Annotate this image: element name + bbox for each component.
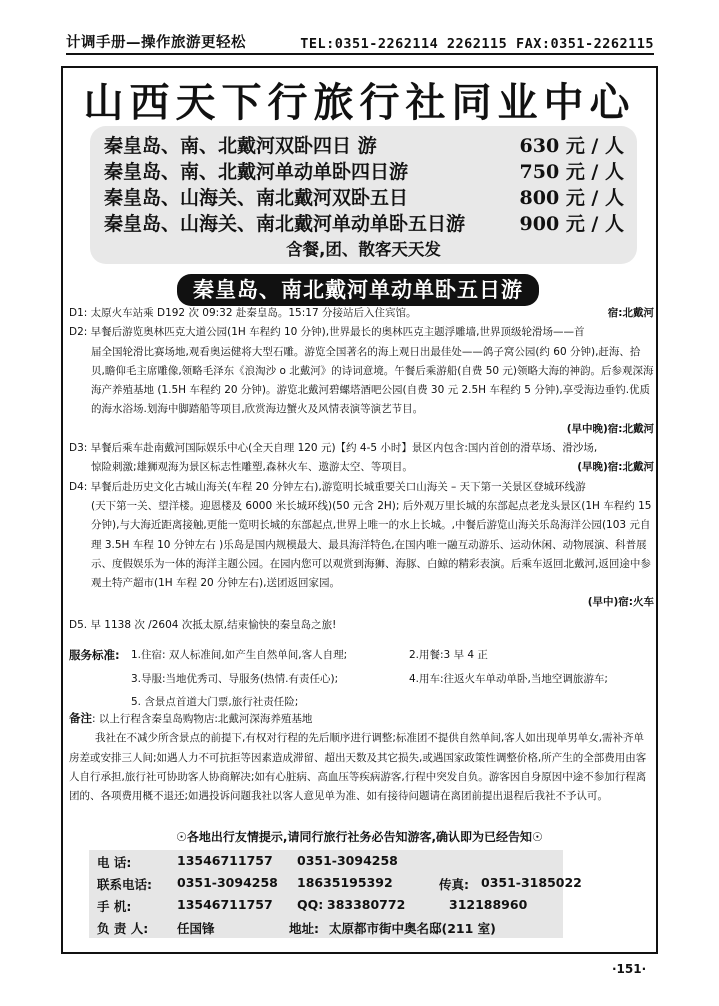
- itinerary: [69, 304, 654, 635]
- agency-title: 山西天下行旅行社同业中心: [83, 80, 636, 126]
- service-row: [69, 670, 654, 689]
- service-item: 5. 含景点首道大门票,旅行社责任险;: [131, 695, 299, 708]
- route-row: [104, 182, 624, 210]
- phone-value: 13546711757: [177, 853, 273, 868]
- day-2-first-line: D2: 早餐后游览奥林匹克大道公园(1H 车程约 10 分钟),世界最长的奥林匹克主题浮雕墙,世界顶级轮滑场——首: [69, 326, 585, 339]
- route-row: [104, 156, 624, 184]
- remark-text: : 以上行程含秦皇岛购物店:北戴河深海养殖基地: [92, 713, 313, 725]
- header-contact: TEL:0351-2262114 2262115 FAX:0351-2262115: [300, 36, 654, 52]
- route-name: 秦皇岛、山海关、南北戴河双卧五日: [104, 186, 409, 209]
- service-item: 3.导服:当地优秀司、导服务(热情.有责任心);: [131, 673, 339, 686]
- day-3-text: 惊险刺激;雄狮观海为景区标志性雕塑,森林火车、遨游太空、等项目。: [91, 461, 413, 474]
- phone-label: 电 话:: [97, 855, 132, 870]
- route-name: 秦皇岛、山海关、南北戴河单动单卧五日游: [104, 212, 466, 235]
- itinerary-day-3: [69, 439, 654, 478]
- qq-value: 383380772: [327, 897, 406, 912]
- page-number: ·151·: [612, 962, 647, 976]
- advert-frame: [61, 66, 658, 954]
- day-3-second-line: [69, 458, 654, 477]
- route-row: [104, 208, 624, 236]
- fax-label: 传真:: [439, 877, 469, 892]
- contact-row-phone: [97, 850, 617, 872]
- remark-label: 备注: [69, 711, 92, 725]
- day-2-meal: (早中晚)宿:北戴河: [566, 422, 654, 435]
- price-box: [90, 126, 637, 264]
- page-header: [66, 30, 654, 52]
- route-row: [104, 130, 624, 158]
- route-name: 秦皇岛、南、北戴河单动单卧四日游: [104, 160, 409, 183]
- contact-row-mobile: [97, 894, 617, 916]
- day-3-first-line: D3: 早餐后乘车赴南戴河国际娱乐中心(全天自理 120 元)【约 4-5 小时】景区内包含:国内首创的滑草场、滑沙场,: [69, 442, 598, 455]
- day-4-text: (天下第一关、望洋楼。迎恩楼及 6000 米长城环线)(50 元含 2H); 后外观万里长城的东部起点老龙头景区(1H 车程约 15 分钟),与大海近距离接触,更能一览明长城的东部起点,世界上唯一的水上长城。,中餐后游览山海关乐岛海洋公园(103 元自理 3.5H 车程 10 分钟左右 )乐岛是国内规模最大、最具海洋特色,在国内唯一融互动游乐、运动休闲、动物展演、科普展示、度假娱乐为一体的海洋主题公园。在园内您可以观赏到海狮、海豚、白鲸的精彩表演。后乘车返回北戴河,返回途中参观土特产超市(1H 车程 20 分钟左右),送团返回家园。: [91, 499, 652, 590]
- remark-line: [69, 709, 654, 729]
- address-value: 太原都市街中奥名邸(211 室): [329, 921, 496, 936]
- service-item: 1.住宿: 双人标准间,如产生自然单间,客人自理;: [131, 649, 348, 661]
- remarks: [69, 709, 654, 806]
- tel-value: 0351-3094258: [177, 875, 278, 890]
- route-banner: 秦皇岛、南北戴河单动单卧五日游: [177, 274, 539, 306]
- contact-box: [89, 850, 582, 938]
- fax-value: 0351-3185022: [481, 875, 582, 890]
- contact-row-person: [97, 916, 617, 938]
- qq-label: QQ:: [297, 897, 324, 912]
- notice-line: ☉各地出行友情提示,请同行旅行社务必告知游客,确认即为已经告知☉: [176, 830, 543, 844]
- day-3-meal: (早晚)宿:北戴河: [577, 461, 654, 474]
- itinerary-day-2: [69, 323, 654, 439]
- day-5-text: D5. 早 1138 次 /2604 次抵太原,结束愉快的秦皇岛之旅!: [69, 618, 337, 631]
- phone-value-2: 0351-3094258: [297, 853, 398, 868]
- service-standards: [69, 646, 654, 712]
- person-label: 负 责 人:: [97, 921, 149, 936]
- remark-paragraph: 我社在不减少所含景点的前提下,有权对行程的先后顺序进行调整;标准团不提供自然单间,客人如出现单男单女,需补齐单房差或安排三人间;如遇人力不可抗拒等因素造成滞留、超出天数及其它损失,或遇国家政策性调整价格,所产生的全部费用由客人自行承担,旅行社可协助客人协商解决;如有心脏病、高血压等疾病游客,行程中突发自负。游客因自身原因中途不参加行程离团的、各项费用概不退还;如遇投诉问题我社以客人意见单为准、如有接待问题请在离团前提出退程后我社不予认可。: [69, 732, 647, 803]
- day-2-text: 届全国轮滑比赛场地,观看奥运健将大型石雕。游览全国著名的海上观日出最佳处——鸽子窝公园(约 60 分钟),赶海、拾贝,瞻仰毛主席雕像,领略毛泽东《浪淘沙 o 北戴河》的诗词意境。午餐后乘游船(自费 50 元)领略大海的神韵。后参观深海海产养殖基地 (1.5H 车程约 20 分钟)。游览北戴河碧螺塔酒吧公园(自费 30 元 2.5H 车程约 5 分钟),享受海边垂钓.优质的海水浴场.划海中脚踏船等项目,欣赏海边蟹火及风情表演等演艺节目。: [91, 345, 654, 416]
- day-1-text: D1: 太原火车站乘 D192 次 09:32 赴秦皇岛。15:17 分接站后入住宾馆。: [69, 307, 417, 319]
- route-price: 750 元 / 人: [519, 160, 624, 183]
- mobile-label: 手 机:: [97, 899, 132, 914]
- person-value: 任国锋: [177, 921, 215, 936]
- header-left: 计调手册—操作旅游更轻松: [66, 35, 246, 51]
- itinerary-day-4: [69, 478, 654, 613]
- tel-label: 联系电话:: [97, 877, 152, 892]
- departure-slogan: 含餐,团、散客天天发: [286, 240, 441, 259]
- day-1-meal: 宿:北戴河: [607, 307, 654, 319]
- service-label: 服务标准:: [69, 648, 120, 662]
- address-label: 地址:: [289, 921, 319, 936]
- header-rule: [66, 53, 654, 55]
- route-name: 秦皇岛、南、北戴河双卧四日 游: [104, 134, 377, 157]
- itinerary-day-1: [69, 304, 654, 323]
- itinerary-day-5: [69, 616, 654, 635]
- service-row: [69, 646, 654, 665]
- tel-value-2: 18635195392: [297, 875, 393, 890]
- contact-row-tel: [97, 872, 617, 894]
- day-4-meal: (早中)宿:火车: [587, 596, 654, 609]
- route-price: 630 元 / 人: [519, 134, 624, 157]
- service-item: 4.用车:往返火车单动单卧,当地空调旅游车;: [409, 673, 608, 686]
- service-item: 2.用餐:3 早 4 正: [409, 649, 488, 661]
- route-price: 900 元 / 人: [519, 212, 624, 235]
- route-price: 800 元 / 人: [519, 186, 624, 209]
- mobile-value: 13546711757: [177, 897, 273, 912]
- day-4-first-line: D4: 早餐后赴历史文化古城山海关(车程 20 分钟左右),游览明长城重要关口山海关 – 天下第一关景区登城环线游: [69, 480, 586, 493]
- qq-value-2: 312188960: [449, 897, 528, 912]
